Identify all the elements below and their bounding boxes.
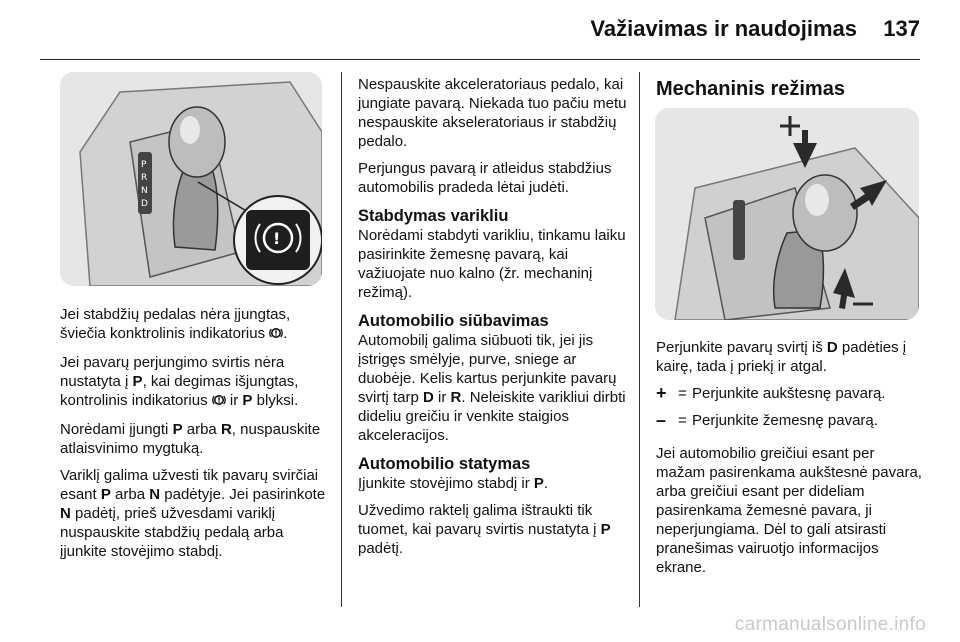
paragraph-brake-indicator [60, 305, 332, 345]
text: , nuspauskite atlaisvinimo mygtuką. [60, 421, 321, 457]
text: . Neleiskite varikliui dirbti dideliu greičiu ir venkite staigios akceleracijos. [358, 389, 626, 444]
svg-text:!: ! [273, 229, 281, 248]
gear-letter: P [600, 521, 611, 538]
equals-sign: = [678, 412, 687, 429]
legend-text: Perjunkite aukštesnę pavarą. [692, 385, 886, 402]
svg-text:R: R [141, 173, 148, 183]
text: padėtį. [358, 540, 404, 557]
gear-letter: P [100, 486, 111, 503]
text: arba [110, 486, 150, 503]
gear-letter: P [132, 373, 143, 390]
text: Perjunkite pavarų svirtį iš [656, 339, 827, 356]
text: , kai degimas išjungtas, kontrolinis indikatorius [60, 373, 299, 409]
column-divider-left [341, 72, 342, 607]
text: ir [433, 389, 451, 406]
gear-letter: N [149, 486, 161, 503]
paragraph-gear-not-p [60, 353, 332, 412]
gear-letter: P [242, 392, 253, 409]
paragraph-creep: Perjungus pavarą ir atleidus stabdžius automobilis pradeda lėtai judėti. [358, 160, 612, 196]
plus-icon: + [656, 383, 667, 403]
paragraph-shift-warning: Jei automobilio greičiui esant per mažam pasirenkama aukštesnė pavara, arba greičiui esant per dideliam pasirenkama žemesnė pavara, ji neperjungiama. Dėl to gali atsirasti pranešimas vairuotjo informacijos ekrane. [656, 445, 922, 576]
minus-icon: – [656, 410, 667, 430]
text: padėtį, prieš užvesdami variklį nuspauskite stabdžių pedalą arba įjunkite stovėjimo stabdį. [60, 505, 284, 560]
brake-warning-icon [212, 393, 226, 412]
gear-selector-illustration [60, 72, 322, 286]
text: Užvedimo raktelį galima ištraukti tik tuomet, kai pavarų svirtis nustatyta į [358, 502, 601, 538]
text: arba [182, 421, 221, 438]
text: Įjunkite stovėjimo stabdį ir [358, 475, 534, 492]
header-rule [40, 59, 920, 60]
gear-letter: D [423, 389, 434, 406]
left-column [60, 305, 332, 569]
svg-text:D: D [141, 199, 148, 209]
paragraph-ignition-key [358, 501, 630, 558]
gear-letter: N [60, 505, 71, 522]
text: padėties į kairę, tada į priekį ir atgal. [656, 339, 907, 375]
paragraph-engine-start [60, 466, 332, 561]
text: Norėdami įjungti [60, 421, 173, 438]
paragraph-engine-braking: Norėdami stabdyti varikliu, tinkamu laiku pasirinkite žemesnę pavarą, kai važiuojate nuo kalno (žr. mechaninį režimą). [358, 227, 626, 301]
gear-letter: D [826, 339, 838, 356]
gear-letter: P [533, 475, 544, 492]
paragraph-accelerator: Nespauskite akceleratoriaus pedalo, kai jungiate pavarą. Niekada tuo pačiu metu nespauskite akseleratoriaus ir stabdžių pedalo. [358, 76, 627, 150]
heading-parking: Automobilio statymas [358, 455, 531, 473]
paragraph-rocking [358, 331, 630, 445]
paragraph-shift-lever [656, 338, 924, 376]
svg-text:N: N [141, 186, 148, 196]
heading-rocking: Automobilio siūbavimas [358, 312, 549, 330]
legend-text: Perjunkite žemesnę pavarą. [692, 412, 878, 429]
right-column [656, 338, 924, 585]
manual-mode-illustration [655, 108, 919, 320]
heading-manual-mode: Mechaninis režimas [656, 78, 845, 100]
legend-row-upshift [656, 384, 924, 403]
text: Automobilį galima siūbuoti tik, jei jis įstrigęs smėlyje, purve, sniege ar duobėje. Kelis kartus perjunkite pavarų svirtį tarp [358, 332, 617, 406]
text: Jei stabdžių pedalas nėra įjungtas, šviečia konktrolinis indikatorius [60, 306, 291, 342]
text: Variklį galima užvesti tik pavarų svirčiai esant [60, 467, 319, 503]
paragraph-release-button [60, 420, 332, 458]
page-number: 137 [883, 16, 920, 41]
text: ir [225, 392, 243, 409]
text: blyksi. [252, 392, 299, 409]
gear-lever-drawing [655, 108, 919, 320]
text: . [543, 475, 549, 492]
heading-engine-braking: Stabdymas varikliu [358, 207, 509, 225]
paragraph-parking-brake [358, 474, 630, 493]
header-title: Važiavimas ir naudojimas [590, 16, 857, 41]
brake-warning-icon [269, 326, 283, 345]
svg-text:P: P [141, 160, 147, 170]
legend-row-downshift [656, 411, 924, 430]
equals-sign: = [678, 385, 687, 402]
text: padėtyje. Jei pasirinkote [160, 486, 326, 503]
text: Jei pavarų perjungimo svirtis nėra nustatyta į [60, 354, 285, 390]
column-divider-right [639, 72, 640, 607]
gear-selector-drawing [60, 72, 322, 286]
right-heading-wrap [656, 78, 926, 110]
text: . [283, 325, 288, 342]
middle-column [358, 75, 630, 566]
watermark: carmanualsonline.info [734, 614, 926, 635]
gear-letter: P [172, 421, 183, 438]
gear-letter: R [450, 389, 462, 406]
gear-letter: R [220, 421, 232, 438]
